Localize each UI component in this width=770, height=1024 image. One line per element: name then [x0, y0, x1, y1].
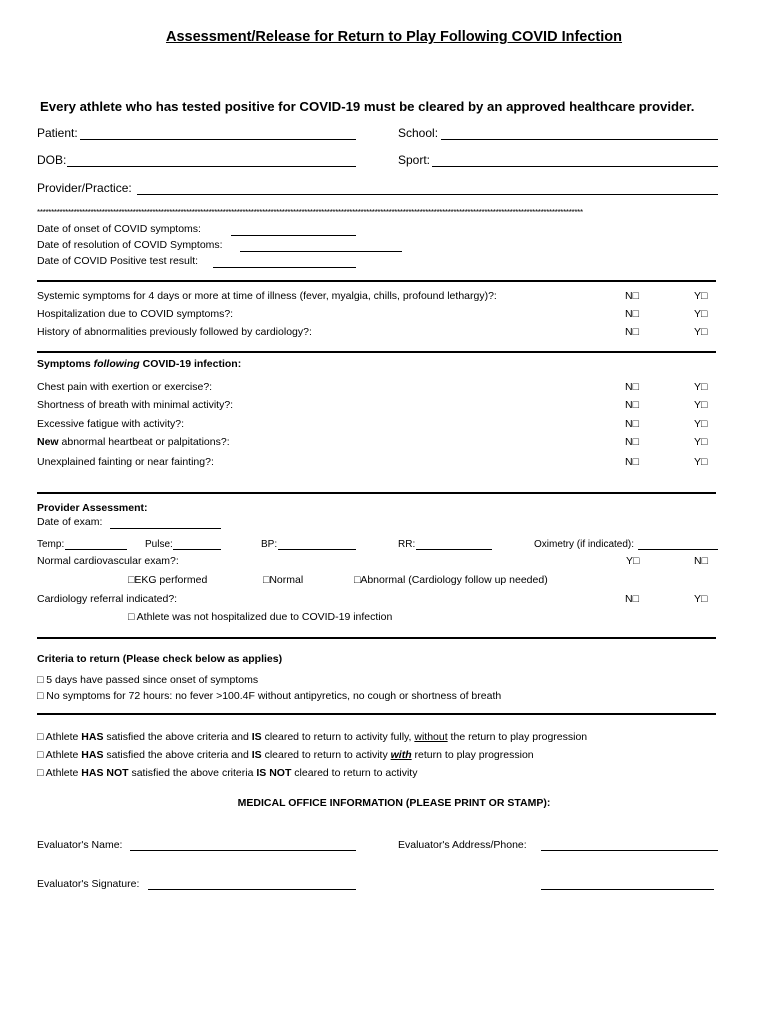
history-question: History of abnormalities previously followed by cardiology?: — [37, 326, 312, 338]
history-yes-checkbox[interactable]: Y□ — [694, 326, 708, 338]
normal-cv-no-checkbox[interactable]: N□ — [694, 555, 708, 567]
history-yes-checkbox[interactable]: Y□ — [694, 308, 708, 320]
section-divider — [37, 280, 716, 282]
signature-date-field[interactable] — [541, 889, 714, 890]
temp-label: Temp: — [37, 539, 65, 550]
positive-test-date-field[interactable] — [213, 267, 356, 268]
symptom-question: Unexplained fainting or near fainting?: — [37, 456, 214, 468]
oximetry-label: Oximetry (if indicated): — [534, 539, 635, 550]
normal-cv-question: Normal cardiovascular exam?: — [37, 555, 179, 567]
history-no-checkbox[interactable]: N□ — [625, 290, 639, 302]
symptom-no-checkbox[interactable]: N□ — [625, 418, 639, 430]
referral-yes-checkbox[interactable]: Y□ — [694, 593, 708, 605]
provider-field[interactable] — [137, 194, 718, 195]
form-title: Assessment/Release for Return to Play Following COVID Infection — [165, 29, 623, 45]
dob-field[interactable] — [67, 166, 356, 167]
history-no-checkbox[interactable]: N□ — [625, 326, 639, 338]
school-label: School: — [398, 126, 439, 140]
criteria-heading: Criteria to return (Please check below as applies) — [37, 653, 283, 665]
history-question: Systemic symptoms for 4 days or more at time of illness (fever, myalgia, chills, profound lethargy)?: — [37, 290, 497, 302]
history-yes-checkbox[interactable]: Y□ — [694, 290, 708, 302]
resolution-date-field[interactable] — [240, 251, 402, 252]
patient-field[interactable] — [80, 139, 356, 140]
patient-label: Patient: — [37, 126, 78, 140]
symptom-yes-checkbox[interactable]: Y□ — [694, 436, 708, 448]
sport-field[interactable] — [432, 166, 718, 167]
section-divider — [37, 713, 716, 715]
exam-date-field[interactable] — [110, 528, 221, 529]
evaluator-name-field[interactable] — [130, 850, 356, 851]
dob-label: DOB: — [37, 153, 67, 167]
symptom-yes-checkbox[interactable]: Y□ — [694, 456, 708, 468]
evaluator-address-field[interactable] — [541, 850, 718, 851]
evaluator-name-label: Evaluator's Name: — [37, 839, 123, 851]
temp-field[interactable] — [65, 549, 127, 550]
symptom-no-checkbox[interactable]: N□ — [625, 436, 639, 448]
symptom-question: Chest pain with exertion or exercise?: — [37, 381, 213, 393]
symptom-question: Shortness of breath with minimal activity?: — [37, 399, 234, 411]
assessment-heading: Provider Assessment: — [37, 502, 148, 514]
symptom-no-checkbox[interactable]: N□ — [625, 456, 639, 468]
clearance-progression-checkbox[interactable]: □ Athlete HAS satisfied the above criteria and IS cleared to return to activity with return to play progression — [37, 749, 534, 761]
onset-date-field[interactable] — [231, 235, 356, 236]
symptom-question: New abnormal heartbeat or palpitations?: — [37, 436, 230, 448]
rr-field[interactable] — [416, 549, 492, 550]
symptom-no-checkbox[interactable]: N□ — [625, 399, 639, 411]
ekg-normal-checkbox[interactable]: □Normal — [263, 574, 304, 586]
sport-label: Sport: — [398, 153, 431, 167]
onset-date-label: Date of onset of COVID symptoms: — [37, 223, 201, 235]
bp-field[interactable] — [278, 549, 356, 550]
not-cleared-checkbox[interactable]: □ Athlete HAS NOT satisfied the above criteria IS NOT cleared to return to activity — [37, 767, 418, 779]
pulse-label: Pulse: — [145, 539, 173, 550]
section-divider — [37, 637, 716, 639]
symptoms-heading: Symptoms following COVID-19 infection: — [37, 358, 242, 370]
ekg-performed-checkbox[interactable]: □EKG performed — [128, 574, 208, 586]
criteria-checkbox[interactable]: □ 5 days have passed since onset of symptoms — [37, 674, 259, 686]
history-no-checkbox[interactable]: N□ — [625, 308, 639, 320]
evaluator-signature-label: Evaluator's Signature: — [37, 878, 140, 890]
symptom-no-checkbox[interactable]: N□ — [625, 381, 639, 393]
form-headline: Every athlete who has tested positive for COVID-19 must be cleared by an approved healthcare provider. — [40, 99, 695, 114]
pulse-field[interactable] — [173, 549, 221, 550]
history-question: Hospitalization due to COVID symptoms?: — [37, 308, 234, 320]
office-heading: MEDICAL OFFICE INFORMATION (PLEASE PRINT OR STAMP): — [237, 797, 551, 809]
referral-no-checkbox[interactable]: N□ — [625, 593, 639, 605]
symptom-yes-checkbox[interactable]: Y□ — [694, 418, 708, 430]
cardiology-referral-question: Cardiology referral indicated?: — [37, 593, 178, 605]
resolution-date-label: Date of resolution of COVID Symptoms: — [37, 239, 223, 251]
normal-cv-yes-checkbox[interactable]: Y□ — [626, 555, 640, 567]
not-hospitalized-checkbox[interactable]: □ Athlete was not hospitalized due to COVID-19 infection — [128, 611, 393, 623]
symptom-yes-checkbox[interactable]: Y□ — [694, 399, 708, 411]
school-field[interactable] — [441, 139, 718, 140]
provider-label: Provider/Practice: — [37, 181, 132, 195]
section-divider — [37, 351, 716, 353]
star-separator: ************************************************************************************************************************************************************************************************** — [37, 208, 583, 217]
criteria-checkbox[interactable]: □ No symptoms for 72 hours: no fever >100.4F without antipyretics, no cough or shortness of breath — [37, 690, 502, 702]
symptom-yes-checkbox[interactable]: Y□ — [694, 381, 708, 393]
positive-test-date-label: Date of COVID Positive test result: — [37, 255, 199, 267]
rr-label: RR: — [398, 539, 416, 550]
evaluator-signature-field[interactable] — [148, 889, 356, 890]
section-divider — [37, 492, 716, 494]
symptom-question: Excessive fatigue with activity?: — [37, 418, 185, 430]
evaluator-address-label: Evaluator's Address/Phone: — [398, 839, 527, 851]
oximetry-field[interactable] — [638, 549, 718, 550]
ekg-abnormal-checkbox[interactable]: □Abnormal (Cardiology follow up needed) — [354, 574, 548, 586]
clearance-full-checkbox[interactable]: □ Athlete HAS satisfied the above criteria and IS cleared to return to activity fully, without the return to play progression — [37, 731, 588, 743]
exam-date-label: Date of exam: — [37, 516, 103, 528]
bp-label: BP: — [261, 539, 278, 550]
